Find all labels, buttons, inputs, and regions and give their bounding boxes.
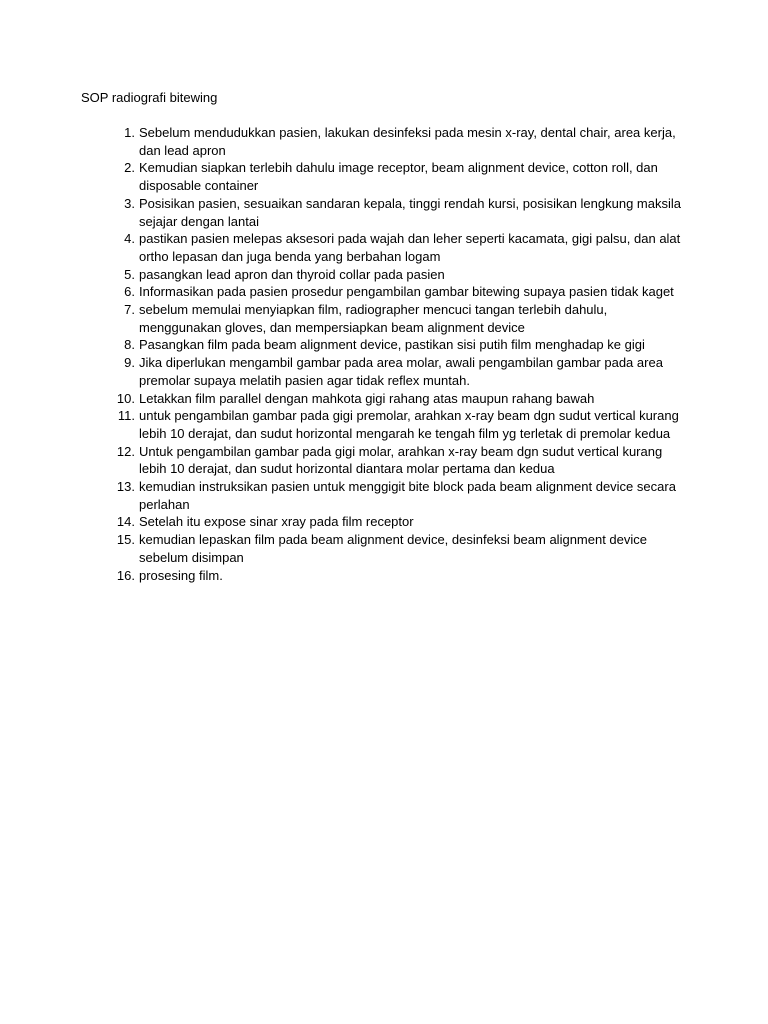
step-number: 1.: [124, 125, 135, 140]
step-text: Informasikan pada pasien prosedur pengambilan gambar bitewing supaya pasien tidak kaget: [139, 284, 674, 300]
step-text: Posisikan pasien, sesuaikan sandaran kepala, tinggi rendah kursi, posisikan lengkung maksila sejajar dengan lantai: [139, 195, 681, 229]
step-text: kemudian instruksikan pasien untuk menggigit bite block pada beam alignment device secara perlahan: [139, 479, 676, 512]
step-number: 2.: [124, 160, 135, 176]
step-number: 15.: [116, 532, 135, 548]
step-text: Untuk pengambilan gambar pada gigi molar, arahkan x-ray beam dgn sudut vertical kurang lebih 10 derajat, dan sudut horizontal diantara molar pertama dan kedua: [139, 443, 663, 477]
step-number: 5.: [124, 266, 135, 282]
list-item: [81, 266, 681, 284]
step-number: 12.: [116, 443, 135, 459]
steps-list: [81, 124, 681, 584]
step-text: pastikan pasien melepas aksesori pada wajah dan leher seperti kacamata, gigi palsu, dan alat ortho lepasan dan juga benda yang berbahan logam: [139, 231, 681, 264]
step-number: 8.: [124, 337, 135, 353]
list-item: [81, 124, 681, 159]
list-item: [81, 478, 681, 513]
step-number: 3.: [124, 195, 135, 211]
step-text: prosesing film.: [139, 567, 223, 583]
step-number: 14.: [116, 514, 135, 530]
step-text: kemudian lepaskan film pada beam alignment device, desinfeksi beam alignment device sebelum disimpan: [139, 532, 648, 565]
step-text: Letakkan film parallel dengan mahkota gigi rahang atas maupun rahang bawah: [139, 390, 595, 406]
document-title: SOP radiografi bitewing: [81, 90, 218, 105]
list-item: [81, 283, 681, 301]
step-number: 6.: [124, 284, 135, 300]
list-item: [81, 159, 681, 194]
step-text: sebelum memulai menyiapkan film, radiographer mencuci tangan terlebih dahulu, menggunakan gloves, dan mempersiapkan beam alignment device: [139, 302, 608, 335]
list-item: [81, 301, 681, 336]
list-item: [81, 513, 681, 531]
list-item: [81, 354, 681, 389]
step-text: Pasangkan film pada beam alignment device, pastikan sisi putih film menghadap ke gigi: [139, 337, 645, 353]
list-item: [81, 443, 681, 478]
list-item: [81, 567, 681, 585]
list-item: [81, 390, 681, 408]
step-number: 13.: [116, 479, 135, 495]
step-text: pasangkan lead apron dan thyroid collar pada pasien: [139, 266, 445, 282]
step-number: 4.: [124, 231, 135, 247]
list-item: [81, 531, 681, 566]
list-item: [81, 230, 681, 265]
step-number: 16.: [116, 567, 135, 583]
step-text: untuk pengambilan gambar pada gigi premolar, arahkan x-ray beam dgn sudut vertical kurang lebih 10 derajat, dan sudut horizontal mengarah ke tengah film yg terletak di premolar kedua: [139, 408, 679, 441]
step-number: 9.: [124, 355, 135, 371]
step-number: 7.: [124, 302, 135, 318]
list-item: [81, 407, 681, 442]
list-item: [81, 195, 681, 230]
step-text: Jika diperlukan mengambil gambar pada area molar, awali pengambilan gambar pada area premolar supaya melatih pasien agar tidak reflex muntah.: [139, 355, 663, 388]
step-number: 11.: [117, 408, 135, 424]
step-text: Setelah itu expose sinar xray pada film receptor: [139, 514, 414, 530]
step-number: 10.: [116, 390, 135, 406]
step-text: Sebelum mendudukkan pasien, lakukan desinfeksi pada mesin x-ray, dental chair, area kerja, dan lead apron: [139, 125, 676, 158]
list-item: [81, 336, 681, 354]
step-text: Kemudian siapkan terlebih dahulu image receptor, beam alignment device, cotton roll, dan disposable container: [139, 160, 658, 194]
